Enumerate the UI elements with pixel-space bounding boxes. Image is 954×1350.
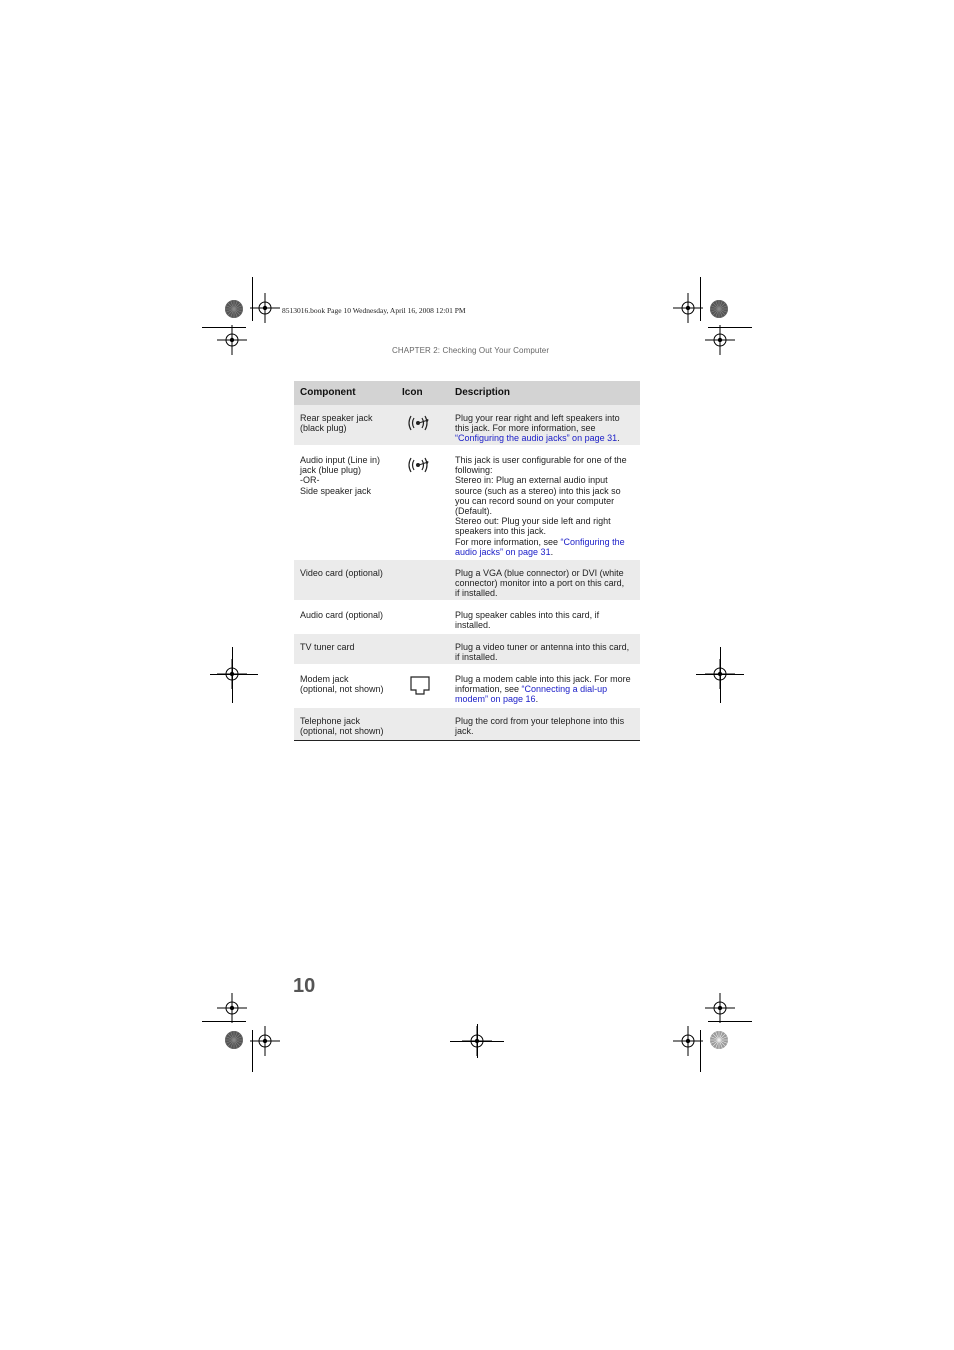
modem-jack-icon bbox=[409, 675, 439, 705]
component-cell: TV tuner card bbox=[300, 642, 355, 652]
table-row bbox=[294, 666, 640, 708]
table-row bbox=[294, 708, 640, 740]
link-connecting-dialup-modem[interactable]: “Connecting a dial-up bbox=[521, 684, 608, 695]
registration-target-icon bbox=[250, 293, 280, 323]
speaker-jack-icon bbox=[406, 413, 436, 443]
header-description: Description bbox=[455, 387, 511, 398]
link-configuring-audio-jacks[interactable]: “Configuring the bbox=[560, 536, 625, 547]
color-wheel-mark-icon bbox=[709, 299, 729, 319]
chapter-header: CHAPTER 2: Checking Out Your Computer bbox=[392, 346, 550, 355]
link-configuring-audio-jacks[interactable]: “Configuring the audio jacks” on page 31 bbox=[455, 433, 618, 444]
description-cell: Plug a modem cable into this jack. For more information, see “Connecting a dial-up modem” on page 16. bbox=[455, 674, 631, 705]
color-wheel-mark-icon bbox=[224, 299, 244, 319]
component-cell: Video card (optional) bbox=[300, 568, 383, 578]
description-cell: This jack is user configurable for one of the following: Stereo in: Plug an external audio input source (such as a stereo) into this jack so you can record sound on your computer (Default). Stereo out: Plug your side left and right speakers into this jack. For more information, see “Configuring the audio jacks” on page 31. bbox=[455, 455, 627, 557]
header-icon: Icon bbox=[402, 387, 423, 398]
component-cell: Modem jack (optional, not shown) bbox=[300, 674, 384, 695]
table-row bbox=[294, 405, 640, 447]
registration-target-icon bbox=[217, 993, 247, 1023]
table-row bbox=[294, 560, 640, 602]
crop-line bbox=[210, 674, 258, 675]
crop-line bbox=[450, 1041, 504, 1042]
link-configuring-audio-jacks-cont[interactable]: audio jacks” on page 31 bbox=[455, 546, 551, 557]
component-cell: Telephone jack (optional, not shown) bbox=[300, 716, 384, 737]
color-wheel-mark-icon bbox=[709, 1030, 729, 1050]
component-cell: Rear speaker jack (black plug) bbox=[300, 413, 373, 434]
crop-line bbox=[232, 647, 233, 703]
page-number: 10 bbox=[293, 975, 316, 997]
registration-target-icon bbox=[673, 293, 703, 323]
registration-target-icon bbox=[250, 1026, 280, 1056]
registration-target-icon bbox=[217, 325, 247, 355]
crop-line bbox=[696, 674, 744, 675]
component-table bbox=[294, 381, 640, 741]
table-header bbox=[294, 381, 640, 405]
component-cell: Audio card (optional) bbox=[300, 610, 384, 620]
table-row bbox=[294, 447, 640, 560]
description-cell: Plug speaker cables into this card, if installed. bbox=[455, 610, 600, 631]
registration-target-icon bbox=[705, 993, 735, 1023]
description-cell: Plug the cord from your telephone into this jack. bbox=[455, 716, 625, 737]
description-cell: Plug your rear right and left speakers into this jack. For more information, see “Configuring the audio jacks” on page 31. bbox=[455, 413, 620, 444]
component-cell: Audio input (Line in) jack (blue plug) -OR- Side speaker jack bbox=[300, 455, 381, 496]
registration-target-icon bbox=[705, 325, 735, 355]
table-row bbox=[294, 602, 640, 634]
header-component: Component bbox=[300, 387, 356, 398]
link-connecting-dialup-modem-cont[interactable]: modem” on page 16 bbox=[455, 694, 536, 705]
description-cell: Plug a video tuner or antenna into this card, if installed. bbox=[455, 642, 630, 663]
registration-target-icon bbox=[673, 1026, 703, 1056]
crop-line bbox=[720, 647, 721, 703]
print-header: 8513016.book Page 10 Wednesday, April 16, 2008 12:01 PM bbox=[282, 306, 466, 315]
description-cell: Plug a VGA (blue connector) or DVI (white connector) monitor into a port on this card, if installed. bbox=[455, 568, 625, 599]
table-bottom-rule bbox=[294, 740, 640, 741]
color-wheel-mark-icon bbox=[224, 1030, 244, 1050]
table-row bbox=[294, 634, 640, 666]
speaker-jack-icon bbox=[406, 455, 436, 485]
